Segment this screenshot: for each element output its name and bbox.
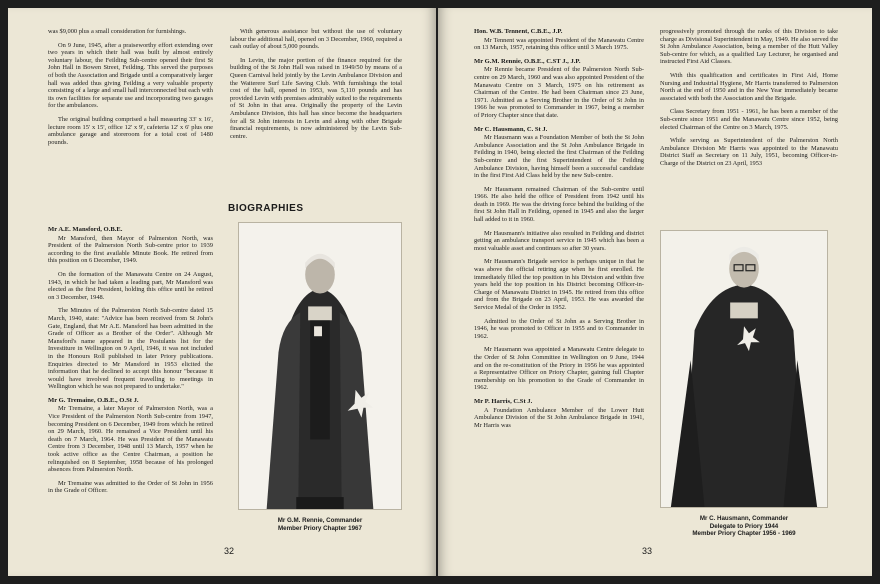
left-column-1 bbox=[48, 28, 213, 152]
bio-heading: Mr A.E. Mansford, O.B.E. bbox=[48, 226, 123, 233]
paragraph: Mr Hausmann's Brigade service is perhaps unique in that he was above the official retiring age when he first enrolled. He immediately filled the top position in his Division and within five years held the top position in his District becoming Officer-in-Charge of Manawatu District in 1945. He retired from this office and from the Brigade on 23 April, 1953. He was awarded the Service Medal of the Order in 1952. bbox=[474, 258, 644, 311]
bio-heading: Hon. W.B. Tennent, C.B.E., J.P. bbox=[474, 28, 563, 35]
bio-heading: Mr G.M. Rennie, O.B.E., C.ST J., J.P. bbox=[474, 57, 581, 65]
paragraph: The Minutes of the Palmerston North Sub-centre dated 15 March, 1940, state: "Advice has been received from St John's Gate, England, that Mr A.E. Mansford has been admitted in the Grade of Officer as a Brother of the Order". Although Mr Mansford's name appeared in the Postulants list for the Investiture in Wellington on 9 April, 1946, it was not included in the Honours Roll published in later Priory publications. Enquiries directed to Mr Mansford in 1953 elicited the information that he declined to accept this honour "because it would have involved frequent travelling to meetings in Wellington which he was not prepared to undertake." bbox=[48, 307, 213, 391]
photo-caption bbox=[238, 517, 402, 532]
bio-heading: Mr G. Tremaine, O.B.E., O.St J. bbox=[48, 396, 139, 404]
paragraph: Mr Hausmann's initiative also resulted in Feilding and district getting an ambulance transport service in 1945 which has been a most valuable asset and continues so after 30 years. bbox=[474, 229, 644, 252]
photo-caption bbox=[660, 515, 828, 538]
caption-line: Member Priory Chapter 1967 bbox=[278, 524, 362, 532]
caption-line: Mr G.M. Rennie, Commander bbox=[277, 517, 363, 524]
section-title: BIOGRAPHIES bbox=[228, 203, 304, 214]
page-number: 33 bbox=[642, 546, 653, 556]
paragraph: Mr Hausmann was a Foundation Member of both the St John Ambulance Association and the St John Ambulance Brigade in Feilding in 1940, being elected the first Chairman of the Feilding Sub-centre and the first Superintendent of the Feilding Ambulance Division, having himself been a successful candidate in the first First Aid Class held by the new Sub-centre. bbox=[474, 134, 644, 180]
paragraph: With generous assistance but without the use of voluntary labour the additional hall, opened on 3 December, 1960, required a cash outlay of about 5,000 pounds. bbox=[230, 28, 402, 51]
portrait-photo-rennie bbox=[238, 222, 402, 510]
right-column-2 bbox=[660, 28, 838, 174]
caption-line: Member Priory Chapter 1956 - 1969 bbox=[692, 530, 796, 538]
caption-line: Mr C. Hausmann, Commander bbox=[699, 515, 789, 522]
portrait-photo-hausmann bbox=[660, 230, 828, 508]
left-column-2 bbox=[230, 28, 402, 146]
paragraph: progressively promoted through the ranks of this Division to take charge as Divisional Superintendent in May, 1949. He also served the St John Ambulance Association, being a member of the Hutt Valley Sub-centre for which, as a qualified Lay Lecturer, he organised and instructed First Aid Classes. bbox=[660, 28, 839, 66]
paragraph: The original building comprised a hall measuring 33' x 16', lecture room 15' x 15', office 12' x 9', cafeteria 12' x 6' plus one ambulance garage and storeroom for a total cost of 1480 pounds. bbox=[48, 115, 213, 146]
portrait-image bbox=[239, 223, 401, 509]
biography-column bbox=[48, 220, 213, 501]
paragraph: Mr Tremaine, a later Mayor of Palmerston North, was a Vice President of the Palmerston North Sub-centre from 1947, becoming President on 6 December, 1949 from which he retired on 29 March, 1960. He remained a Vice President until his death on 7 March, 1964. He was President of the Manawatu Centre from 3 December, 1948 until 13 March, 1957 when he took active office as the Centre Chairman, a position he relinquished on 8 September, 1958 because of his prolonged absences from Palmerston North. bbox=[48, 405, 213, 474]
paragraph: On 9 June, 1945, after a praiseworthy effort extending over two years in which their hall was built by almost entirely voluntary labour, the Feilding Sub-centre opened their first St John Hall in Bowen Street, Feilding. This served the purposes of both the Association and Brigade until a comparatively larger hall was added thus giving Feilding a very valuable property consisting of a large and small hall interconnected but each with its own facilities for separate use and incorporating two garages for the ambulances. bbox=[48, 41, 213, 110]
paragraph: On the formation of the Manawatu Centre on 24 August, 1943, in which he had taken a leading part, Mr Mansford was elected as the first President, holding this office until he retired on 3 December, 1948. bbox=[48, 270, 213, 301]
paragraph: Mr Rennie became President of the Palmerston North Sub-centre on 29 March, 1960 and was also appointed President of the Manawatu Centre on 3 March, 1975 on his retirement as Chairman of the Centre. He had been Chairman since 23 June, 1971. Admitted as a Serving Brother in the Order of St John in 1966 he was promoted to Commander in 1967, being a member of Priory Chapter since that date. bbox=[474, 66, 644, 119]
portrait-image bbox=[661, 231, 827, 507]
paragraph: Mr Tremaine was admitted to the Order of St John in 1956 in the Grade of Officer. bbox=[48, 479, 213, 495]
caption-line: Delegate to Priory 1944 bbox=[709, 522, 779, 530]
bio-heading: Mr C. Hausmann, C. St J. bbox=[474, 125, 548, 133]
paragraph: Mr Tennent was appointed President of the Manawatu Centre on 13 March, 1957, retaining this office until 3 March 1975. bbox=[474, 36, 644, 52]
page-number: 32 bbox=[224, 546, 235, 556]
paragraph: Admitted to the Order of St John as a Serving Brother in 1946, he was promoted to Officer in 1955 and to Commander in 1962. bbox=[474, 317, 644, 340]
paragraph: was $9,000 plus a small consideration for furnishings. bbox=[48, 28, 187, 35]
right-page bbox=[438, 8, 872, 576]
paragraph: While serving as Superintendent of the Palmerston North Ambulance Division Mr Harris was appointed to the Manawatu District Staff as Secretary on 11 July, 1951, becoming Officer-in-Charge of the District on 23 April, 1953 bbox=[660, 137, 838, 167]
left-page bbox=[8, 8, 436, 576]
paragraph: In Levin, the major portion of the finance required for the building of the St John Hall was raised in 1949/50 by means of a Queen Carnival held jointly by the Levin Ambulance Division and the Waiterere Surf Life Saving Club. With furnishings the total cost of the hall, opened in 1953, was 5,110 pounds and has provided Levin with premises admirably suited to the requirements of St John in that area. Originally the property of the Levin Ambulance Division, this hall has since become the headquarters for all St John interests in Levin and along with other Brigade financial requirements, is now administered by the Levin Sub-centre. bbox=[230, 56, 402, 140]
right-column-1 bbox=[474, 28, 644, 435]
paragraph: Mr Mansford, then Mayor of Palmerston North, was President of the Palmerston North Sub-centre prior to 1939 according to the first available Minute Book. He retired from this position on 6 December, 1949. bbox=[48, 234, 213, 265]
paragraph: Mr Hausmann remained Chairman of the Sub-centre until 1966. He also held the office of President from 1942 until his death in 1969. He was the driving force behind the building of the first St John Hall in Feilding, opened in 1945 and also the larger hall added to it in 1960. bbox=[474, 185, 644, 224]
paragraph: A Foundation Ambulance Member of the Lower Hutt Ambulance Division of the St John Ambulance Brigade in 1941, Mr Harris was bbox=[474, 406, 644, 429]
paragraph: Mr Hausmann was appointed a Manawatu Centre delegate to the Order of St John Committee in Wellington on 9 June, 1944 and on the re-constitution of the Priory in 1956 he was appointed a Representative Officer on Priory Chapter, gaining full Chapter membership on his promotion to the Grade of Commander in 1962. bbox=[474, 346, 644, 392]
paragraph: Class Secretary from 1951 - 1961, he has been a member of the Sub-centre since 1951 and the Manawatu Centre since 1952, being elected Chairman of the Centre on 3 March, 1975. bbox=[660, 108, 838, 131]
paragraph: With this qualification and certificates in First Aid, Home Nursing and Industrial Hygiene, Mr Harris transferred to Palmerston North at the end of 1950 and in the New Year immediately became associated with both the Association and the Brigade. bbox=[660, 71, 838, 102]
bio-heading: Mr P. Harris, C.St J. bbox=[474, 397, 533, 405]
